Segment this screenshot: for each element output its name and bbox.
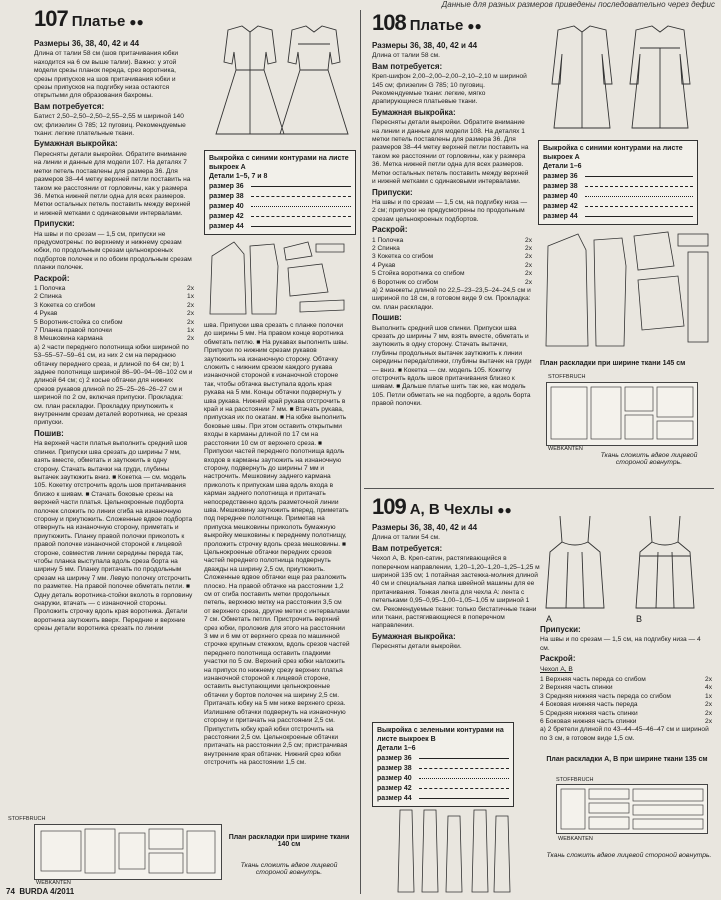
allowance-heading: Припуски:	[540, 625, 581, 634]
part-item: 4 Боковая нижняя часть переда 2х	[540, 701, 712, 709]
materials-text: Батист 2,50–2,50–2,50–2,55–2,55 м шириной 140 см; флизелин G 785; 12 пуговиц. Рекомендуемые ткани: легкие плательные ткани.	[34, 113, 186, 138]
model-107-title	[34, 6, 144, 32]
size-legend-row: размер 42	[209, 212, 351, 221]
model-109-slip-sketch	[540, 512, 716, 616]
layout-caption: План раскладки А, В при ширине ткани 135 см	[546, 756, 708, 763]
size-legend-row: размер 44	[209, 222, 351, 231]
paper-pattern-text: Пересняты детали выкройки.	[372, 643, 462, 651]
allowance-heading: Припуски:	[34, 219, 75, 229]
model-108-dress-sketch	[540, 24, 710, 134]
allowance-text: На швы и по срезам — 1,5 см, припуски не предусмотрены: по верхнему и нижнему срезам юбки, по продольным срезам цельнокроеных подбортов полочек и по обоим продольным срезам планки полочек.	[34, 230, 192, 272]
cutting-heading: Раскрой:	[540, 654, 576, 664]
layout-fold-label: STOFFBRUCH	[8, 816, 46, 822]
parts-list	[34, 285, 194, 344]
layout-edge-label: WEBKANTEN	[558, 836, 593, 842]
part-item: 2 Спинка 2х	[372, 244, 532, 252]
model-109-left-column	[372, 524, 540, 654]
part-item: 2 Верхняя часть спинки 4х	[540, 684, 712, 692]
intro-text: Длина от талии 58 см.	[372, 52, 440, 60]
part-item: 5 Средняя нижняя часть спинки 2х	[540, 709, 712, 717]
cutting-heading: Раскрой:	[372, 225, 408, 235]
model-108-column	[372, 42, 532, 411]
layout-note: Ткань сложить вдвое лицевой стороной вовнутрь.	[240, 862, 338, 876]
model-108-layout-plan	[546, 382, 698, 446]
sizes-line: Размеры 36, 38, 40, 42 и 44	[372, 41, 478, 50]
allowance-text: На швы и по срезам — 1,5 см, на подгибку низа — 4 см.	[540, 636, 701, 652]
size-legend-row: размер 38	[543, 182, 693, 191]
size-legend-row: размер 40	[543, 192, 693, 201]
size-legend-row: размер 44	[543, 212, 693, 221]
size-legend-row: размер 38	[377, 764, 509, 773]
layout-fold-label: STOFFBRUCH	[556, 777, 594, 783]
size-legend-row: размер 40	[377, 774, 509, 783]
model-107-pattern-pieces	[204, 236, 354, 318]
size-legend-row: размер 40	[209, 202, 351, 211]
paper-pattern-heading: Бумажная выкройка:	[34, 139, 118, 149]
layout-fold-label: STOFFBRUCH	[548, 374, 586, 380]
cutting-extra-text: а) 2 части переднего полотнища юбки шириной по 53–55–57–59–61 см, из них 2 см на переднюю обтачку переднего среза, и длиной по 64 см; b) 1 заднее полотнище шириной 86–90–94–98–102 см и длиной 64 см; c) 2 косые обтачки для нижних срезов рукавов длиной по 25–25–26–26–27 см и шириной по 2 см, включая припуски. Прокладка: см. план раскладки. Прокладку приутюжить к внутренним срезам деталей воротника, не срезая припуски.	[34, 343, 193, 427]
model-name: Платье	[409, 17, 464, 34]
layout-note: Ткань сложить вдвое лицевой стороной вовнутрь.	[546, 852, 712, 859]
part-item: 3 Средняя нижняя часть переда со сгибом 1х	[540, 692, 712, 700]
page-footer	[6, 887, 74, 896]
layout-edge-label: WEBKANTEN	[548, 446, 583, 452]
layout-edge-label: WEBKANTEN	[36, 880, 71, 886]
model-107-dress-sketch	[206, 22, 356, 144]
cutting-extra-text: а) 2 манжеты длиной по 22,5–23–23,5–24–24,5 см и шириной по 18 см, в готовом виде 9 см. Прокладка: см. план раскладки.	[372, 286, 531, 311]
magazine-issue: BURDA 4/2011	[19, 887, 75, 896]
pattern-box-title: Выкройка с синими контурами на листе выкроек А	[209, 155, 349, 171]
cutting-heading: Раскрой:	[34, 273, 70, 283]
materials-heading: Вам потребуется:	[372, 61, 443, 71]
paper-pattern-heading: Бумажная выкройка:	[372, 631, 456, 641]
layout-pieces	[557, 785, 707, 833]
size-legend-row: размер 36	[377, 754, 509, 763]
column-divider	[360, 10, 361, 894]
part-item: 5 Воротник-стойка со сгибом 2х	[34, 318, 194, 326]
page-number: 74	[6, 887, 15, 896]
model-108-pattern-box	[538, 140, 698, 225]
part-item: 1 Полочка 2х	[34, 284, 194, 292]
model-108-pattern-pieces	[538, 226, 714, 352]
pattern-box-title: Выкройка с синими контурами на листе выкроек А	[543, 145, 683, 161]
model-number: 107	[34, 6, 68, 31]
materials-text: Чехол А, В. Креп-сатин, растягивающийся в поперечном направлении, 1,20–1,20–1,20–1,25–1,25 м шириной 135 см; 1 потайная застежка-молния длиной 40 см и специальная лапка швейной машины для ее притачивания. Тонкая лента для чехла А: лента с петельками 0,95–0,95–1,00–1,05–1,05 м шириной 1 см. Рекомендуемые ткани: только бистатичные ткани или ткани, растягивающиеся в поперечном направлении.	[372, 555, 540, 630]
part-item: 8 Мешковина кармана 2х	[34, 335, 194, 343]
part-item: 1 Верхняя часть переда со сгибом 2х	[540, 676, 712, 684]
model-107-right-column	[204, 322, 350, 800]
model-108-title	[372, 10, 482, 36]
model-number: 109	[372, 494, 406, 519]
model-number: 108	[372, 10, 406, 35]
part-item: 1 Полочка 2х	[372, 236, 532, 244]
part-item: 4 Рукав 2х	[34, 310, 194, 318]
materials-heading: Вам потребуется:	[372, 543, 443, 553]
parts-list	[372, 237, 532, 287]
paper-pattern-text: Пересняты детали выкройки. Обратите внимание на линии и данные для модели 107. На деталях 7 метки петель поставлены для размера 36. Для размеров 38–44 метку верхней петли поставить на таком же расстоянии от горловины, как у размера 36. Метка нижней петли одна для всех размеров. Метки остальных петель поставить между верхней и нижней метками с одинаковыми интервалами.	[34, 150, 191, 217]
size-legend-row: размер 44	[377, 794, 509, 803]
difficulty-stars: ●●	[497, 503, 512, 517]
model-107-left-column	[34, 39, 194, 633]
part-item: 3 Кокетка со сгибом 2х	[372, 253, 532, 261]
variant-a-label: A	[546, 614, 553, 624]
pattern-box-parts: Детали 1–6	[543, 163, 582, 170]
size-legend-row: размер 42	[543, 202, 693, 211]
part-item: 6 Боковая нижняя часть спинки 2х	[540, 718, 712, 726]
layout-caption: План раскладки при ширине ткани 140 см	[228, 834, 350, 848]
sewing-heading: Пошив:	[34, 428, 64, 438]
model-109-right-column	[540, 626, 712, 745]
part-item: 4 Рукав 2х	[372, 261, 532, 269]
part-item: 5 Стойка воротника со сгибом 2х	[372, 270, 532, 278]
model-109-title	[372, 494, 512, 520]
size-legend-row: размер 42	[377, 784, 509, 793]
model-107-layout-plan	[34, 824, 222, 880]
cutting-extra-text: а) 2 бретели длиной по 43–44–45–46–47 см и шириной по 3 см, в готовом виде 1,5 см.	[540, 726, 709, 742]
layout-note: Ткань сложить вдвое лицевой стороной вовнутрь.	[600, 452, 698, 466]
pattern-box-title: Выкройка с зелеными контурами на листе выкроек В	[377, 727, 504, 743]
pattern-box-parts: Детали 1–5, 7 и 8	[209, 173, 268, 180]
model-name: А, В Чехлы	[409, 501, 494, 518]
pattern-box-parts: Детали 1–6	[377, 745, 416, 752]
part-item: 2 Спинка 1х	[34, 293, 194, 301]
model-109-pattern-pieces	[390, 806, 520, 896]
model-107-pattern-box	[204, 150, 356, 235]
difficulty-stars: ●●	[467, 19, 482, 33]
parts-list	[540, 676, 712, 726]
sewing-heading: Пошив:	[372, 313, 402, 323]
cutting-subheading: Чехол А, В	[540, 665, 573, 673]
part-item: 7 Планка правой полочки 1х	[34, 327, 194, 334]
sewing-text-continued: шва. Припуски шва срезать с планке полочки до ширины 5 мм. На правом конце воротника обметать петлю. ■ На рукавах выполнить швы. Припуски по нижним срезам рукавов заутюжить на изнаночную сторону. Обтачку сложить с нижним срезом каждого рукава изнаночной стороной к изнаночной стороне так, чтобы обтачка выступала вдоль края рукава на 5 мм. Концы обтачки подвернуть у шва рукава. Нижний край рукава отстрочить в край и на расстоянии 7 мм. ■ Втачать рукава, припуская их по окатам. ■ На юбке выполнить боковые швы. При этом оставить открытыми входы в карманы длиной по 17 см на расстоянии 10 см от верхнего среза. ■ Припуски частей переднего полотнища вдоль входов в карманы заутюжить на изнаночную сторону, подвернуть до ширины 7 мм и настрочить. Мешковину заднего кармана приколоть к припускам шва вдоль входа в карман заднего полотнища и притачать непосредственно вдоль разметочной линии шва. Мешковину заутюжить вперед, приметать под переднее полотнище. Приметав на припуска мешковины приколоть бумажную выкройку мешковины к переднему полотнищу, проложить строчку вдоль среза мешковины. ■ Цельнокроеные обтачки передних срезов частей переднего полотнища подвернуть дважды на ширину 2,5 см, приутюжить. Сложенные вдвое обтачки еще раз разложить плоско. На правой обтачке на расстоянии 1,2 см от сгиба поставить метки продольных петель, верхнюю метку на расстоянии 3,5 см от верхнего среза, другие метки с интервалами 7 см. Обметать петли. Пристрочить верхний срез юбки, проложив для этого на расстоянии 3 мм и 6 мм от верхнего среза по машинной строчке крупным стежком, вдоль срезов частей переднего полотнища оставить гладкими участки по 5 см. Верхний срез юбки наложить на припуск по нижнему срезу верхних платья изнаночной стороной к лицевой стороне, оставить выступающими цельнокроеные обтачки у бортов полочек на ширину 2,5 см. Притачать юбку на 5 мм ниже верхнего среза. Излишние обтачки подвернуть на изнаночную сторону и притачать на расстоянии 2,5 см. Припустить юбку край юбки отстрочить на расстоянии 2,5 см. Цельнокроеные обтачки притачать на расстоянии 2,5 см; пристрачивая внутренние края обтачек. Нижний срез юбки отстрочить на расстоянии 1,5 см.	[204, 322, 350, 767]
sizes-line: Размеры 36, 38, 40, 42 и 44	[34, 39, 140, 48]
layout-caption: План раскладки при ширине ткани 145 см	[540, 360, 686, 367]
paper-pattern-text: Пересняты детали выкройки. Обратите внимание на линии и данные для модели 108. На деталях 1 метки петель поставлены для размера 36. Для размеров 38–44 метку верхней петли поставить на таком же расстоянии от горловины, как у размера 36. Метка нижней петли одна для всех размеров. Метки остальных петель поставить между верхней и нижней метками с одинаковыми интервалами.	[372, 119, 529, 186]
paper-pattern-heading: Бумажная выкройка:	[372, 107, 456, 117]
difficulty-stars: ●●	[129, 15, 144, 29]
allowance-heading: Припуски:	[372, 187, 413, 197]
sewing-text: На верхней части платья выполнить средний шов спинки. Припуски шва срезать до ширины 7 мм, взять вместе, обметать и заутюжить в одну сторону. Стачать вытачки на груди, глубины вытачек заутюжить вниз. ■ Кокетка — см. модель 105. Кокетку отстрочить вдоль шов притачивания близко к шивам. ■ Стачать боковые срезы на верхней части платья. Цельнокроеные подборта полочек сложить по линии сгиба на изнаночную сторону и приутюжить. Сложенные вдвое подборта отвернуть на изнаночную сторону, приметать и приутюжить. Планку правой полочки приколоть к правой полочке изнаночной стороной к лицевой стороне, совместив линии середины переда так, чтобы планка выступала вдоль среза борта на ширину 5 мм. Планку притачать по продольным срезам на ширину 7 мм. Левую полочку отстрочить по разметке. На правой полочке обметать петли. ■ Одну деталь воротника-стойки вколоть в горловину снаружи, втачать — с изнаночной стороны. Проложить строчку вдоль края воротника. Детали воротника заутюжить вверх. Передние и верхние срезы детали воротника срезать по линии	[34, 440, 193, 633]
allowance-text: На швы и по срезам — 1,5 см, на подгибку низа — 2 см; припуски не предусмотрены по продольным срезам цельнокроеных подбортов.	[372, 198, 528, 223]
model-109-pattern-box	[372, 722, 514, 807]
sewing-text: Выполнить средний шов спинки. Припуски шва срезать до ширины 7 мм, взять вместе, обметать и заутюжить в одну сторону. Стачать вытачки, глубины продольных вытачек заутюжить к линии середины переда/спинки, глубины вытачек на груди — вниз. ■ Кокетка — см. модель 105. Кокетку отстрочить вдоль швов притачивания близко к шивам. ■ Дальше платье шить так же, как модель 105. Петли обметать не на подборте, а вдоль борта правой полочки.	[372, 324, 532, 408]
model-109-layout-plan	[556, 784, 708, 834]
intro-text: Длина от талии 58 см (шов притачивания юбки находится на 6 см выше талии). Важно: у этой модели срезы планок переда, срез воротника, срезы припусков на шов притачивания юбки и срезы припусков на подгибку низа остаются открытыми для образования бахромы.	[34, 50, 179, 100]
section-divider	[364, 488, 714, 489]
page-header-note: Данные для разных размеров приведены последовательно через дефис	[441, 0, 715, 9]
size-legend-row: размер 38	[209, 192, 351, 201]
part-item: 3 Кокетка со сгибом 2х	[34, 301, 194, 309]
part-item: 6 Воротник со сгибом 2х	[372, 278, 532, 286]
materials-text: Креп-шифон 2,00–2,00–2,00–2,10–2,10 м шириной 145 см; флизелин G 785; 10 пуговиц. Рекомендуемые ткани: легкие, мягко драпирующиеся платьевые ткани.	[372, 73, 527, 106]
materials-heading: Вам потребуется:	[34, 101, 105, 111]
variant-b-label: B	[636, 614, 643, 624]
layout-pieces	[547, 383, 697, 445]
size-legend-row: размер 36	[209, 182, 351, 191]
model-name: Платье	[71, 13, 126, 30]
intro-text: Длина от талии 54 см.	[372, 534, 440, 542]
sizes-line: Размеры 36, 38, 40, 42 и 44	[372, 523, 478, 532]
size-legend-row: размер 36	[543, 172, 693, 181]
layout-pieces	[35, 825, 221, 879]
